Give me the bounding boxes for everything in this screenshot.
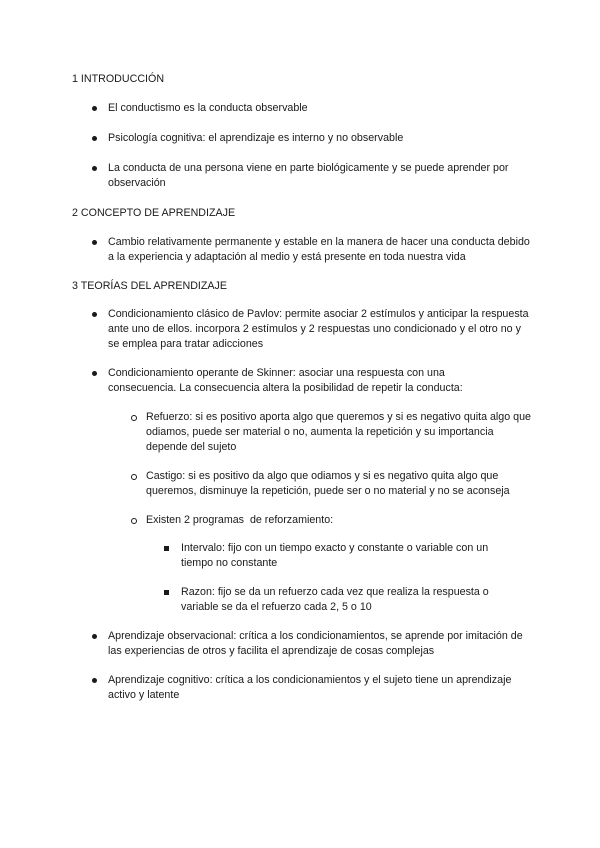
bullet-circle (126, 410, 142, 426)
bullet-dot (86, 101, 102, 116)
list-item-text: Condicionamiento operante de Skinner: asociar una respuesta con una consecuencia. La consecuencia altera la posibilidad de repetir la conducta: (108, 367, 463, 394)
bullet-square (158, 585, 174, 600)
list-item-text: Cambio relativamente permanente y estable en la manera de hacer una conducta debido a la experiencia y adaptación al medio y está presente en toda nuestra vida (108, 236, 530, 263)
bullet-circle (126, 469, 142, 485)
section-heading-concepto: 2 CONCEPTO DE APRENDIZAJE (72, 207, 236, 219)
section-heading-introduccion: 1 INTRODUCCIÓN (72, 73, 165, 85)
bullet-dot (86, 161, 102, 176)
bullet-dot (86, 235, 102, 250)
list-item-text: Psicología cognitiva: el aprendizaje es interno y no observable (108, 132, 404, 144)
list-item-text: La conducta de una persona viene en parte biológicamente y se puede aprender por observación (108, 162, 509, 189)
bullet-dot (86, 131, 102, 146)
sublist-item-text: Existen 2 programas de reforzamiento: (146, 514, 334, 526)
subsublist-item-text: Intervalo: fijo con un tiempo exacto y constante o variable con un tiempo no constante (181, 542, 489, 569)
list-item-text: Condicionamiento clásico de Pavlov: permite asociar 2 estímulos y anticipar la respuesta ante uno de ellos. incorpora 2 estímulos y 2 respuestas uno condicionado y el otro no y se emplea para tratar adicciones (108, 308, 529, 350)
bullet-dot (86, 307, 102, 322)
section-heading-teorias: 3 TEORÍAS DEL APRENDIZAJE (72, 280, 228, 292)
bullet-circle (126, 513, 142, 529)
sublist-item-text: Refuerzo: si es positivo aporta algo que queremos y si es negativo quita algo que odiamos, puede ser material o no, aumenta la repetición y su importancia depende del sujeto (146, 411, 531, 453)
bullet-dot (86, 629, 102, 644)
list-item-text: El conductismo es la conducta observable (108, 102, 308, 114)
bullet-dot (86, 366, 102, 381)
list-item-text: Aprendizaje observacional: crítica a los condicionamientos, se aprende por imitación de las experiencias de otros y facilita el aprendizaje de cosas complejas (108, 630, 523, 657)
sublist-item-text: Castigo: si es positivo da algo que odiamos y si es negativo quita algo que queremos, disminuye la repetición, puede ser o no material y no se aconseja (146, 470, 510, 497)
bullet-square (158, 541, 174, 556)
subsublist-item-text: Razon: fijo se da un refuerzo cada vez que realiza la respuesta o variable se da el refuerzo cada 2, 5 o 10 (181, 586, 489, 613)
list-item-text: Aprendizaje cognitivo: crítica a los condicionamientos y el sujeto tiene un aprendizaje activo y latente (108, 674, 512, 701)
bullet-dot (86, 673, 102, 688)
